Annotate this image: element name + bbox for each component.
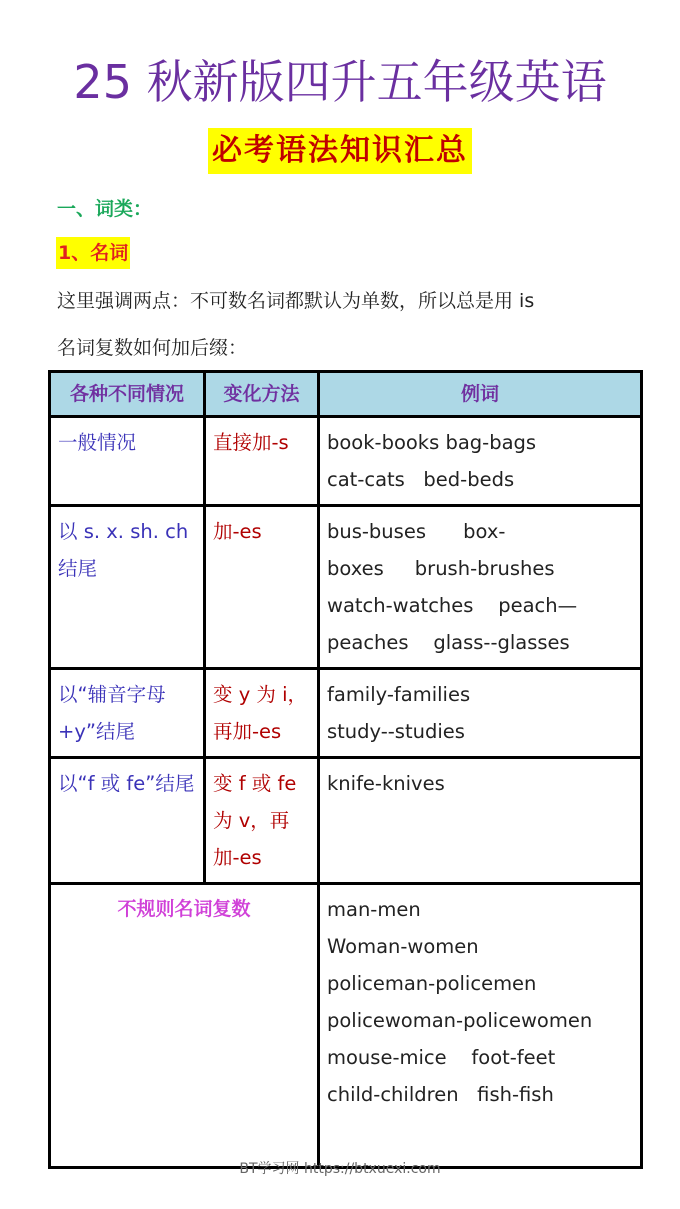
example-line: bus-buses box-boxes brush-brushes: [327, 520, 555, 580]
example-line: study--studies: [327, 720, 465, 743]
paragraph-intro: 名词复数如何加后缀：: [57, 337, 248, 359]
footer-watermark: BT学习网 https://btxuexi.com: [239, 1161, 441, 1177]
sub-section-heading: 1、名词: [56, 237, 130, 269]
example-line: cat-cats bed-beds: [327, 468, 515, 491]
table-row-irregular: [50, 884, 642, 1168]
table-row: [50, 669, 642, 758]
subtitle-wrapper: [0, 128, 680, 174]
example-line: family-families: [327, 683, 471, 706]
method-cell: 变 f 或 fe 为 v，再加-es: [205, 758, 319, 884]
paragraph-note: 这里强调两点：不可数名词都默认为单数，所以总是用 is: [57, 290, 535, 312]
example-line: policeman-policemen policewoman-policewomen: [327, 972, 593, 1032]
table-row: [50, 417, 642, 506]
example-line: Woman-women: [327, 935, 479, 958]
plural-rules-table: [48, 370, 643, 1169]
example-line: child-children fish-fish: [327, 1083, 554, 1106]
method-cell: 变 y 为 i，再加-es: [205, 669, 319, 758]
document-title: 25 秋新版四升五年级英语: [73, 55, 607, 109]
examples-cell: [319, 506, 642, 669]
example-line: mouse-mice foot-feet: [327, 1046, 556, 1069]
condition-cell: 以“辅音字母+y”结尾: [50, 669, 205, 758]
table-header-row: [50, 372, 642, 417]
example-line: book-books bag-bags: [327, 431, 537, 454]
irregular-label-cell: 不规则名词复数: [50, 884, 319, 1168]
examples-cell: [319, 669, 642, 758]
examples-cell: [319, 417, 642, 506]
header-examples: 例词: [319, 372, 642, 417]
condition-cell: 以“f 或 fe”结尾: [50, 758, 205, 884]
condition-cell: 一般情况: [50, 417, 205, 506]
examples-cell: [319, 758, 642, 884]
condition-cell: 以 s. x. sh. ch 结尾: [50, 506, 205, 669]
document-subtitle: 必考语法知识汇总: [208, 128, 472, 174]
table-row: [50, 506, 642, 669]
example-line: man-men: [327, 898, 421, 921]
header-condition: 各种不同情况: [50, 372, 205, 417]
example-line: watch-watches peach—peaches glass--glasses: [327, 594, 578, 654]
method-cell: 直接加-s: [205, 417, 319, 506]
method-cell: 加-es: [205, 506, 319, 669]
irregular-examples-cell: [319, 884, 642, 1168]
header-method: 变化方法: [205, 372, 319, 417]
example-line: knife-knives: [327, 772, 445, 795]
section-heading: 一、词类：: [57, 198, 153, 220]
table-row: [50, 758, 642, 884]
